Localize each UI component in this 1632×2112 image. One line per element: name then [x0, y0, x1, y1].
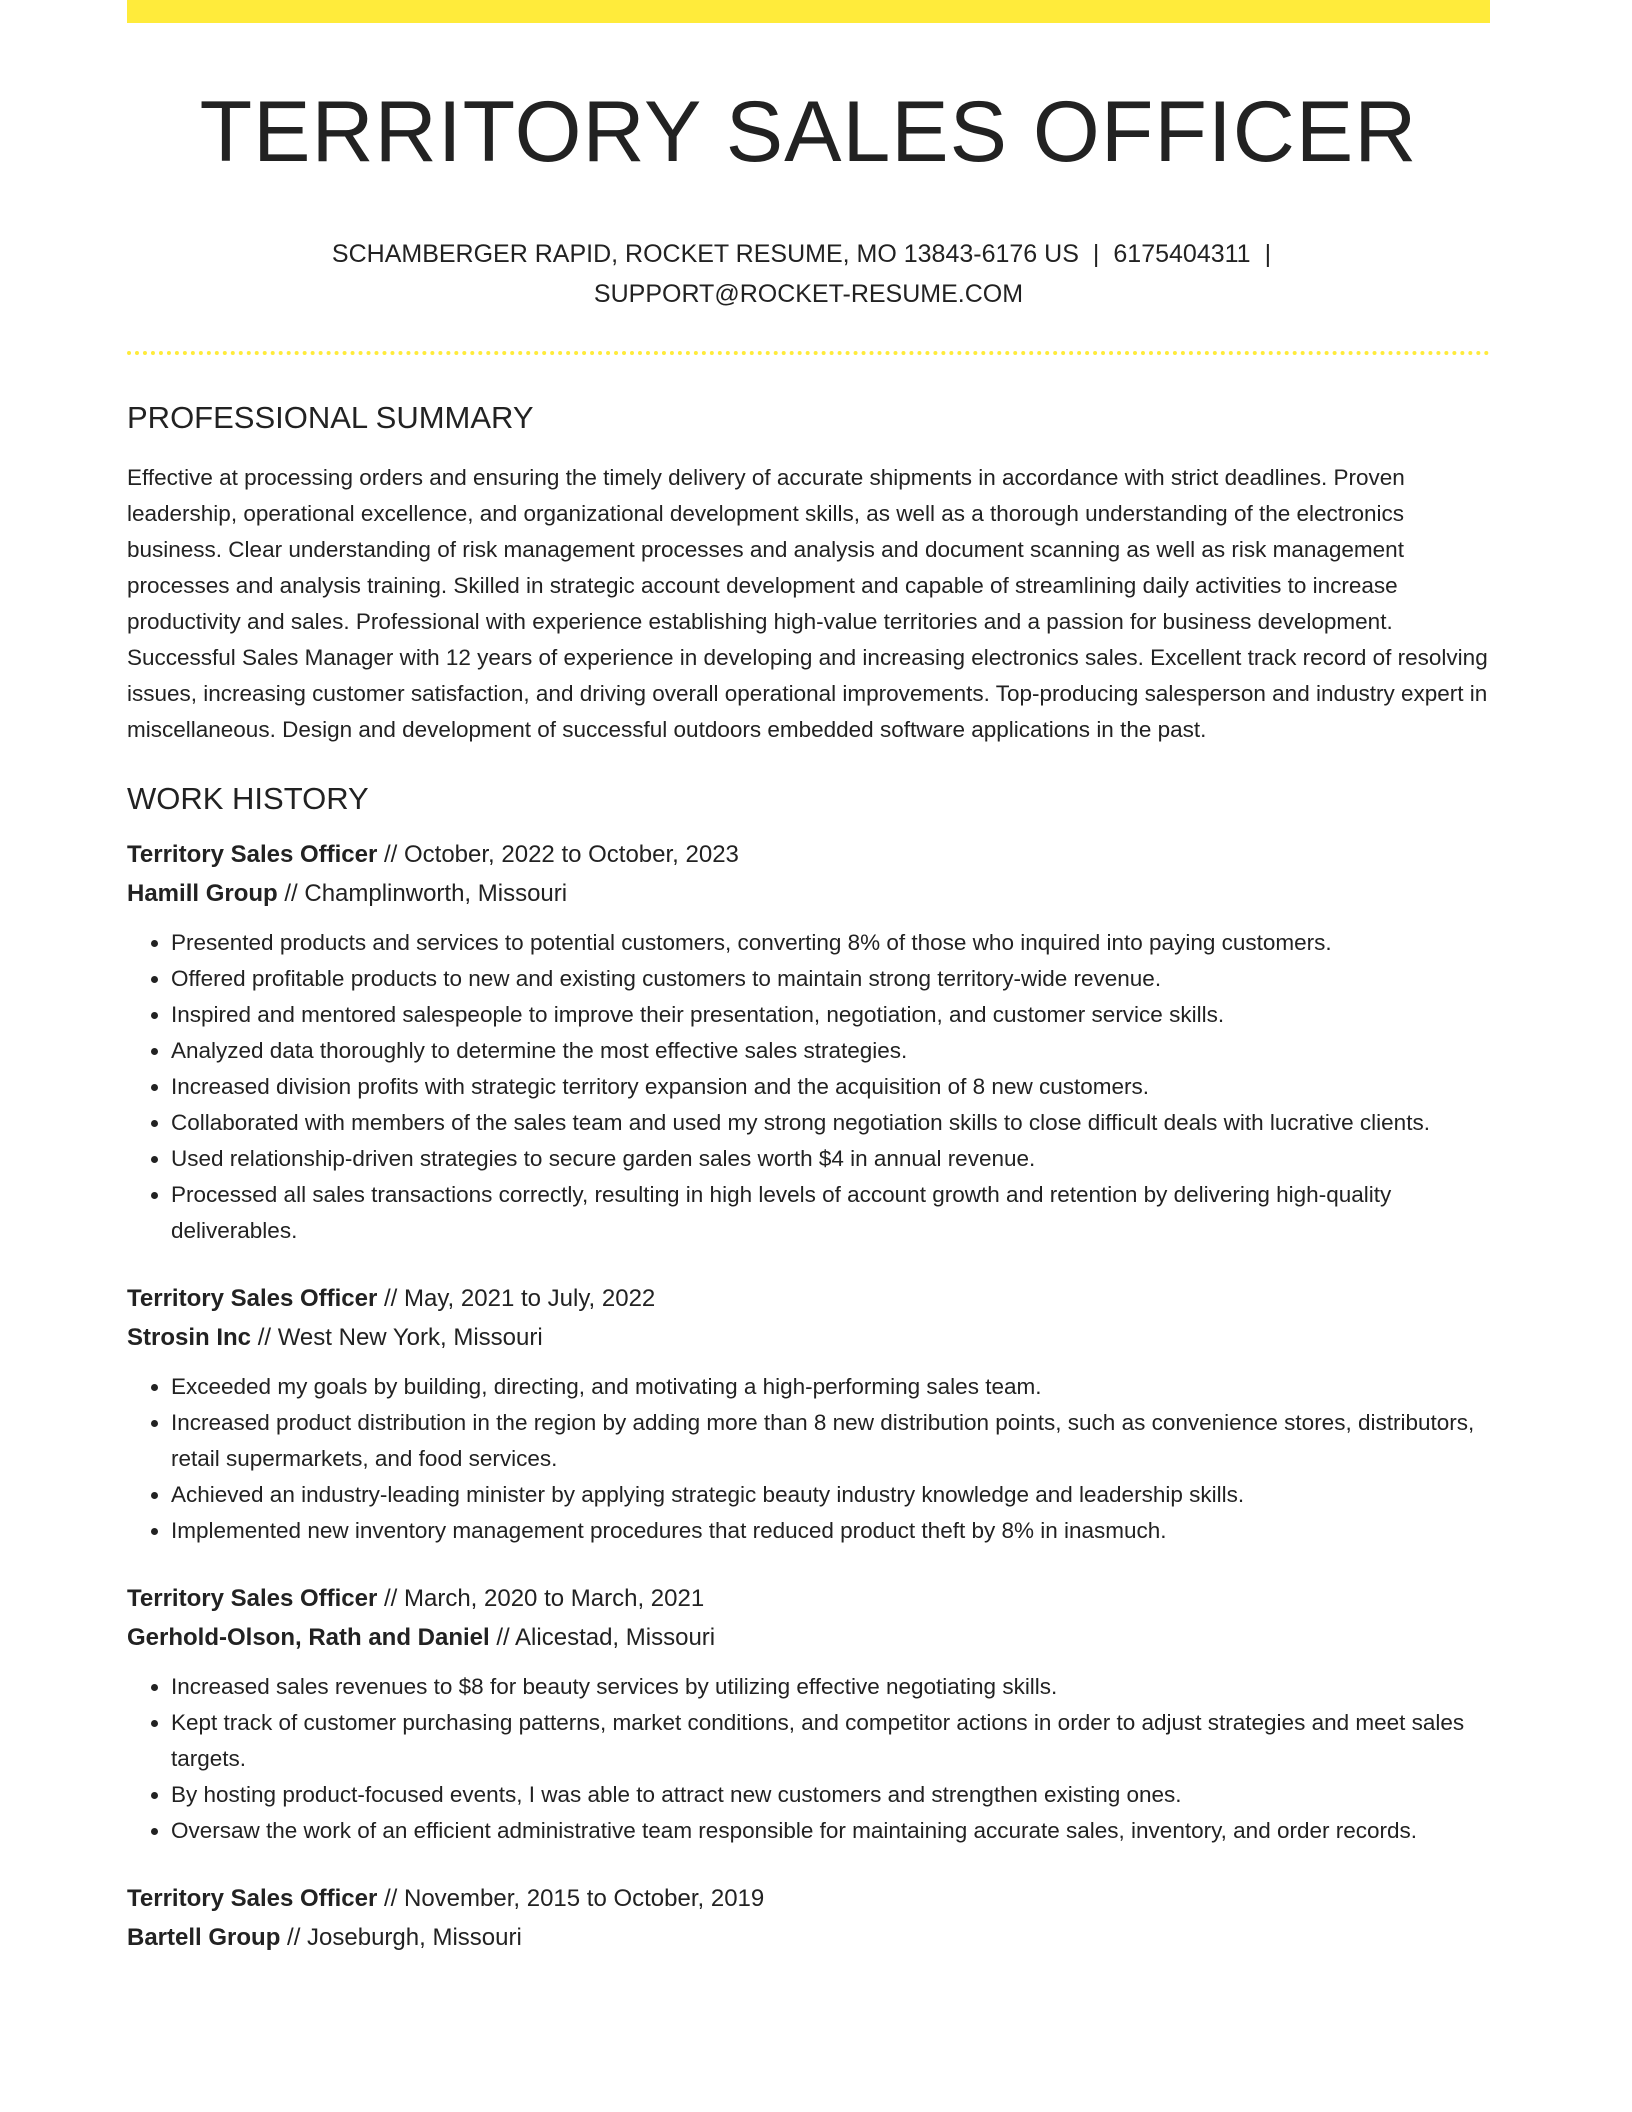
job-dates: // March, 2020 to March, 2021 [377, 1585, 705, 1613]
job-company: Strosin Inc [127, 1324, 252, 1352]
contact-separator: | [1264, 239, 1272, 268]
job-bullet: • Used relationship-driven strategies to secure garden sales worth $4 in annual revenue. [171, 1141, 1490, 1177]
job-list [127, 835, 1490, 1957]
summary-heading: PROFESSIONAL SUMMARY [127, 399, 534, 435]
job-bullet: • Increased sales revenues to $8 for beauty services by utilizing effective negotiating skills. [171, 1669, 1490, 1705]
resume-page [127, 0, 1490, 1957]
job-bullet: • Implemented new inventory management procedures that reduced product theft by 8% in inasmuch. [171, 1513, 1490, 1549]
job-bullet-list [127, 925, 1490, 1249]
job-dates: // November, 2015 to October, 2019 [377, 1885, 765, 1913]
contact-phone: 6175404311 [1113, 239, 1251, 268]
job-role-line [127, 1879, 1490, 1918]
summary-text: Effective at processing orders and ensuring the timely delivery of accurate shipments in accordance with strict deadlines. Proven leadership, operational excellence, and organizational development skills, as well as a thorough understanding of the electronics business. Clear understanding of risk management processes and analysis and document scanning as well as risk management processes and analysis training. Skilled in strategic account development and capable of streamlining daily activities to increase productivity and sales. Professional with experience establishing high-value territories and a passion for business development. Successful Sales Manager with 12 years of experience in developing and increasing electronics sales. Excellent track record of resolving issues, increasing customer satisfaction, and driving overall operational improvements. Top-producing salesperson and industry expert in miscellaneous. Design and development of successful outdoors embedded software applications in the past. [127, 465, 1488, 743]
job-entry [127, 835, 1490, 1249]
work-history-heading: WORK HISTORY [127, 781, 369, 817]
job-company: Bartell Group [127, 1924, 281, 1952]
job-role: Territory Sales Officer [127, 841, 378, 869]
job-role: Territory Sales Officer [127, 1285, 378, 1313]
job-role: Territory Sales Officer [127, 1585, 378, 1613]
job-company: Gerhold-Olson, Rath and Daniel [127, 1624, 490, 1652]
job-role-line [127, 835, 1490, 874]
contact-address: SCHAMBERGER RAPID, ROCKET RESUME, MO 13843-6176 US [331, 239, 1079, 268]
job-bullet: • Analyzed data thoroughly to determine the most effective sales strategies. [171, 1033, 1490, 1069]
job-company-line [127, 874, 1490, 913]
job-bullet: • Increased product distribution in the region by adding more than 8 new distribution points, such as convenience stores, distributors, retail supermarkets, and food services. [171, 1405, 1490, 1477]
job-bullet: • Achieved an industry-leading minister by applying strategic beauty industry knowledge and leadership skills. [171, 1477, 1490, 1513]
job-role: Territory Sales Officer [127, 1885, 378, 1913]
job-entry [127, 1279, 1490, 1549]
job-dates: // May, 2021 to July, 2022 [377, 1285, 656, 1313]
job-location: // West New York, Missouri [251, 1324, 543, 1352]
job-bullet: • Inspired and mentored salespeople to improve their presentation, negotiation, and customer service skills. [171, 997, 1490, 1033]
job-entry [127, 1879, 1490, 1957]
job-company: Hamill Group [127, 880, 278, 908]
job-entry [127, 1579, 1490, 1849]
job-bullet: • By hosting product-focused events, I was able to attract new customers and strengthen existing ones. [171, 1777, 1490, 1813]
job-company-line [127, 1618, 1490, 1657]
contact-info [329, 234, 1289, 314]
top-accent-bar [127, 0, 1490, 23]
job-location: // Alicestad, Missouri [489, 1624, 716, 1652]
job-role-line [127, 1279, 1490, 1318]
job-bullet: • Processed all sales transactions correctly, resulting in high levels of account growth and retention by delivering high-quality deliverables. [171, 1177, 1490, 1249]
contact-email: SUPPORT@ROCKET-RESUME.COM [593, 279, 1024, 308]
job-bullet: • Kept track of customer purchasing patterns, market conditions, and competitor actions in order to adjust strategies and meet sales targets. [171, 1705, 1490, 1777]
job-company-line [127, 1918, 1490, 1957]
job-role-line [127, 1579, 1490, 1618]
job-bullet: • Presented products and services to potential customers, converting 8% of those who inquired into paying customers. [171, 925, 1490, 961]
job-dates: // October, 2022 to October, 2023 [377, 841, 739, 869]
job-bullet: • Collaborated with members of the sales team and used my strong negotiation skills to close difficult deals with lucrative clients. [171, 1105, 1490, 1141]
job-bullet-list [127, 1669, 1490, 1849]
job-location: // Joseburgh, Missouri [280, 1924, 522, 1952]
job-location: // Champlinworth, Missouri [277, 880, 568, 908]
job-bullet: • Increased division profits with strategic territory expansion and the acquisition of 8 new customers. [171, 1069, 1490, 1105]
contact-separator: | [1092, 239, 1100, 268]
resume-title: TERRITORY SALES OFFICER [199, 84, 1418, 180]
dotted-divider [127, 351, 1490, 355]
job-bullet: • Offered profitable products to new and existing customers to maintain strong territory-wide revenue. [171, 961, 1490, 997]
job-bullet: • Oversaw the work of an efficient administrative team responsible for maintaining accurate sales, inventory, and order records. [171, 1813, 1490, 1849]
job-bullet: • Exceeded my goals by building, directing, and motivating a high-performing sales team. [171, 1369, 1490, 1405]
job-company-line [127, 1318, 1490, 1357]
job-bullet-list [127, 1369, 1490, 1549]
